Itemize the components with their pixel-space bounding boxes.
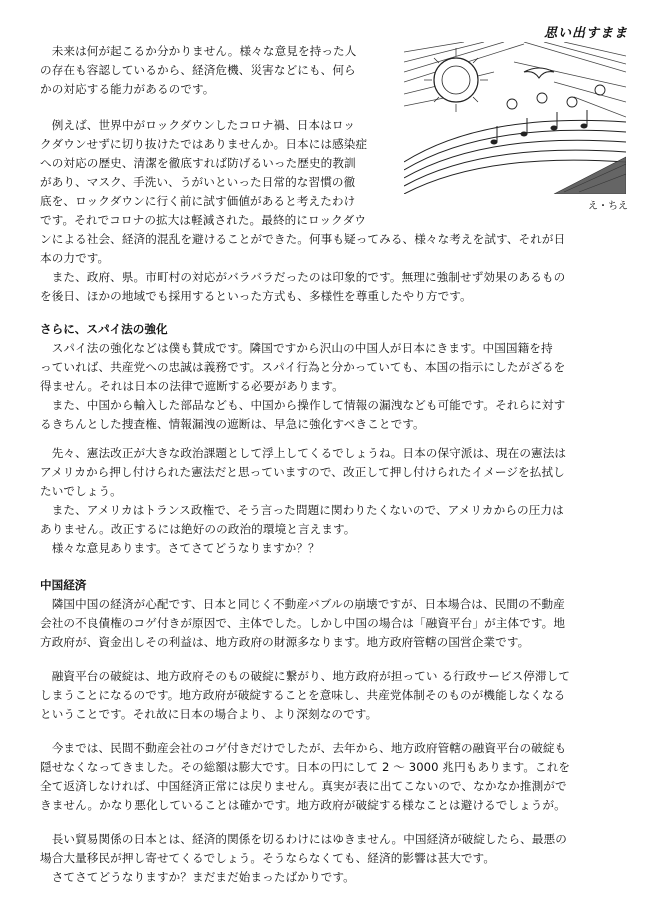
economy-paragraph-1: 隣国中国の経済が心配です、日本と同じく不動産バブルの崩壊ですが、日本場合は、民間の不動産 会社の不良債権のコゲ付きが原因で、主体でした。しかし中国の場合は「融資平台」が主体です。地 方政府が、資金出しその利益は、地方政府の財源多なります。地方政府管轄の国営企業です。 bbox=[40, 597, 566, 649]
spy-paragraph-2: 先々、憲法改正が大きな政治課題として浮上してくるでしょうね。日本の保守派は、現在の憲法は アメリカから押し付けられた憲法だと思っていますので、改正して押し付けられたイメージを払拭し たいでしょう。 また、アメリカはトランス政権で、そう言った問題に関わりたくないので、アメリカからの圧力は ありません。改正するには絶好のの政治的環境と言えます。 様々な意見あります。さてさてどうなりますか？？ bbox=[40, 446, 567, 555]
economy-paragraph-4: 長い貿易関係の日本とは、経済的関係を切るわけにはゆきません。中国経済が破綻したら、最悪の 場合大量移民が押し寄せてくるでしょう。そうならなくても、経済的影響は甚大です。 さてさてどうなりますか？まだまだ始まったばかりです。 bbox=[40, 832, 567, 884]
economy-paragraph-2: 融資平台の破綻は、地方政府そのもの破綻に繋がり、地方政府が担ってい る行政サービス停滞して しまうことになるのです。地方政府が破綻することを意味し、共産党体制そのものが機能しなくなる ということです。それ故に日本の場合より、より深刻なのです。 bbox=[40, 669, 571, 721]
intro-paragraph-2: 例えば、世界中がロックダウンしたコロナ禍、日本はロッ クダウンせずに切り抜けたではありませんか。日本には感染症 への対応の歴史、清潔を徹底すれば防げるいった歴史的教訓 があり、マスク、手洗い、うがいといった日常的な習慣の徹 底を、ロックダウンに行く前に試す価値があると考えたわけ です。それでコロナの拡大は軽減された。最終的にロックダウ bbox=[40, 118, 368, 227]
column-title: 思い出すまま bbox=[543, 26, 628, 41]
illustration-drawing bbox=[404, 42, 626, 194]
ink-illustration bbox=[404, 42, 626, 194]
intro-paragraph-1: 未来は何が起こるか分かりません。様々な意見を持った人 の存在も容認しているから、経済危機、災害などにも、何ら かの対応する能力があるのです。 bbox=[40, 44, 357, 96]
illustration-credit: え・ちえ bbox=[588, 201, 628, 212]
section-heading-spy-law: さらに、スパイ法の強化 bbox=[40, 322, 168, 336]
section-heading-china-economy: 中国経済 bbox=[40, 578, 87, 592]
spy-paragraph-1: スパイ法の強化などは僕も賛成です。隣国ですから沢山の中国人が日本にきます。中国国籍を持 っていれば、共産党への忠誠は義務です。スパイ行為と分かっていても、本国の指示にしたがざるを 得ません。それは日本の法律で遮断する必要があります。 また、中国から輸入した部品なども、中国から操作して情報の漏洩なども可能です。それらに対す るきちんとした捜査権、情報漏洩の遮断は、早急に強化すべきことです。 bbox=[40, 341, 566, 431]
economy-paragraph-3: 今までは、民間不動産会社のコゲ付きだけでしたが、去年から、地方政府管轄の融資平台の破綻も 隠せなくなってきました。その総額は膨大です。日本の円にして 2 ～ 3000 兆円もあります。これを 全て返済しなければ、中国経済正常には戻りません。真実が表に出てこないので、なかなか推測がで きません。かなり悪化していることは確かです。地方政府が破綻する様なことは避けるでしょうが。 bbox=[40, 741, 571, 812]
intro-paragraph-2-continued: ンによる社会、経済的混乱を避けることができた。何事も疑ってみる、様々な考えを試す、それが日 本の力です。 また、政府、県。市町村の対応がバラバラだったのは印象的です。無理に強制せず効果のあるもの を後日、ほかの地域でも採用するといった方式も、多様性を尊重したやり方です。 bbox=[40, 232, 566, 303]
